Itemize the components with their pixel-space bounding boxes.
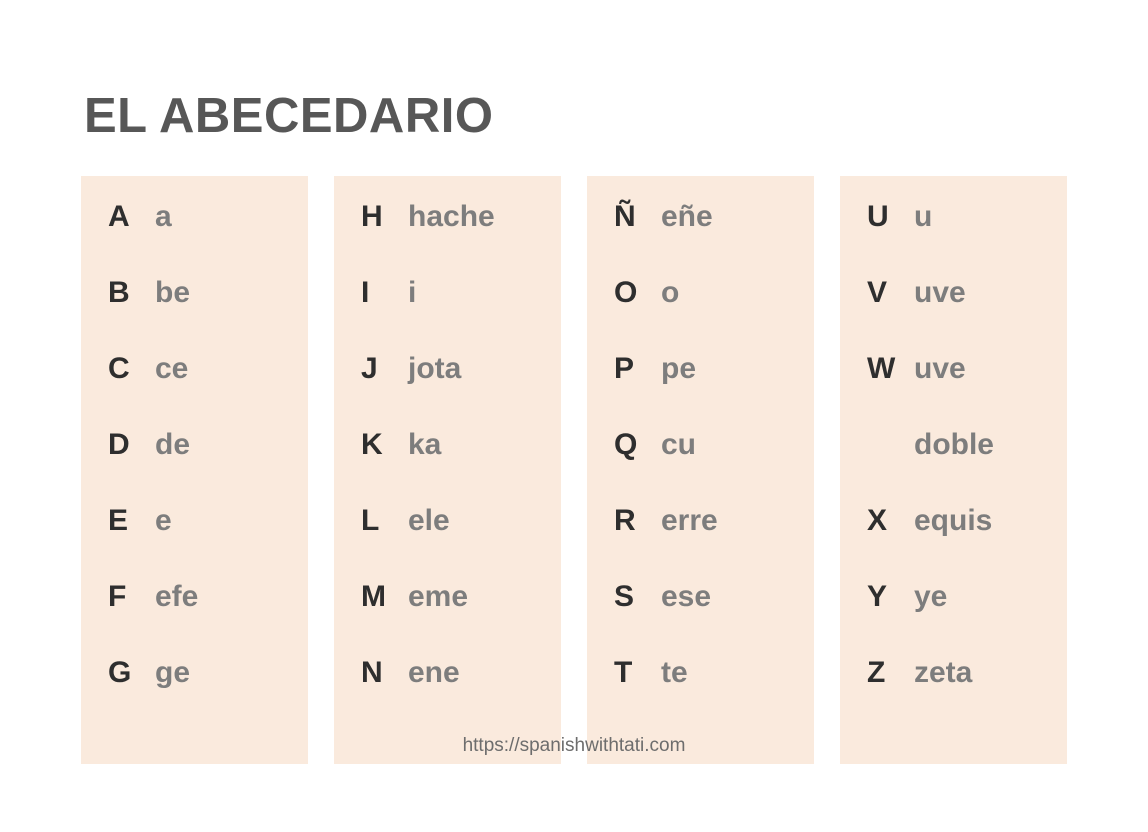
letter-glyph: Y	[867, 580, 888, 613]
letter-name: hache	[408, 200, 495, 233]
letter-name: zeta	[914, 656, 973, 689]
alphabet-column-4	[840, 176, 1067, 764]
letter-glyph: N	[361, 656, 383, 689]
alphabet-columns	[81, 176, 1067, 764]
alphabet-row	[840, 354, 1067, 430]
alphabet-row	[587, 506, 814, 582]
letter-glyph: A	[108, 200, 130, 233]
letter-glyph: Z	[867, 656, 886, 689]
letter-glyph: J	[361, 352, 378, 385]
letter-name: uve	[914, 352, 966, 385]
alphabet-row	[81, 202, 308, 278]
alphabet-row	[840, 582, 1067, 658]
letter-name: te	[661, 656, 688, 689]
alphabet-row	[334, 430, 561, 506]
letter-glyph: Ñ	[614, 200, 636, 233]
letter-name: a	[155, 200, 172, 233]
letter-glyph: X	[867, 504, 888, 537]
letter-glyph: D	[108, 428, 130, 461]
alphabet-row	[587, 278, 814, 354]
alphabet-row	[81, 430, 308, 506]
letter-name: i	[408, 276, 417, 309]
letter-glyph: T	[614, 656, 633, 689]
letter-name: ele	[408, 504, 450, 537]
alphabet-row	[587, 202, 814, 278]
alphabet-row	[81, 278, 308, 354]
alphabet-row	[81, 658, 308, 734]
letter-name: ye	[914, 580, 948, 613]
source-credit: https://spanishwithtati.com	[462, 735, 686, 756]
letter-glyph: C	[108, 352, 130, 385]
alphabet-row	[334, 506, 561, 582]
alphabet-row	[587, 354, 814, 430]
alphabet-column-1	[81, 176, 308, 764]
letter-glyph: R	[614, 504, 636, 537]
alphabet-row	[587, 430, 814, 506]
letter-glyph: W	[867, 352, 896, 385]
letter-name: u	[914, 200, 933, 233]
alphabet-row	[334, 202, 561, 278]
letter-name: ge	[155, 656, 191, 689]
alphabet-row	[81, 354, 308, 430]
letter-name: pe	[661, 352, 697, 385]
alphabet-row	[334, 582, 561, 658]
letter-glyph: L	[361, 504, 380, 537]
page-title: EL ABECEDARIO	[84, 89, 494, 143]
letter-glyph: G	[108, 656, 132, 689]
alphabet-row	[840, 658, 1067, 734]
alphabet-row	[81, 582, 308, 658]
letter-glyph: Q	[614, 428, 638, 461]
letter-name: ese	[661, 580, 712, 613]
letter-name: jota	[408, 352, 462, 385]
letter-glyph: K	[361, 428, 383, 461]
letter-name: doble	[914, 428, 994, 461]
letter-glyph: M	[361, 580, 386, 613]
letter-name: ka	[408, 428, 442, 461]
alphabet-row	[334, 658, 561, 734]
letter-name: o	[661, 276, 680, 309]
letter-name: eme	[408, 580, 469, 613]
alphabet-row	[81, 506, 308, 582]
alphabet-row	[840, 506, 1067, 582]
letter-glyph: F	[108, 580, 127, 613]
letter-name: e	[155, 504, 172, 537]
alphabet-row	[840, 430, 1067, 506]
letter-name: ene	[408, 656, 460, 689]
letter-glyph: E	[108, 504, 129, 537]
letter-name: ce	[155, 352, 189, 385]
letter-glyph: V	[867, 276, 888, 309]
letter-name: eñe	[661, 200, 713, 233]
alphabet-row	[334, 278, 561, 354]
letter-glyph: B	[108, 276, 130, 309]
letter-glyph: I	[361, 276, 370, 309]
alphabet-row	[587, 658, 814, 734]
letter-name: cu	[661, 428, 697, 461]
letter-glyph: O	[614, 276, 638, 309]
alphabet-column-3	[587, 176, 814, 764]
alphabet-row	[840, 278, 1067, 354]
letter-name: be	[155, 276, 191, 309]
letter-glyph: S	[614, 580, 635, 613]
alphabet-column-2	[334, 176, 561, 764]
letter-name: equis	[914, 504, 993, 537]
letter-name: erre	[661, 504, 718, 537]
alphabet-row	[587, 582, 814, 658]
alphabet-row	[840, 202, 1067, 278]
letter-glyph: P	[614, 352, 635, 385]
letter-name: de	[155, 428, 191, 461]
letter-glyph: U	[867, 200, 889, 233]
letter-glyph: H	[361, 200, 383, 233]
letter-name: uve	[914, 276, 966, 309]
alphabet-row	[334, 354, 561, 430]
letter-name: efe	[155, 580, 199, 613]
